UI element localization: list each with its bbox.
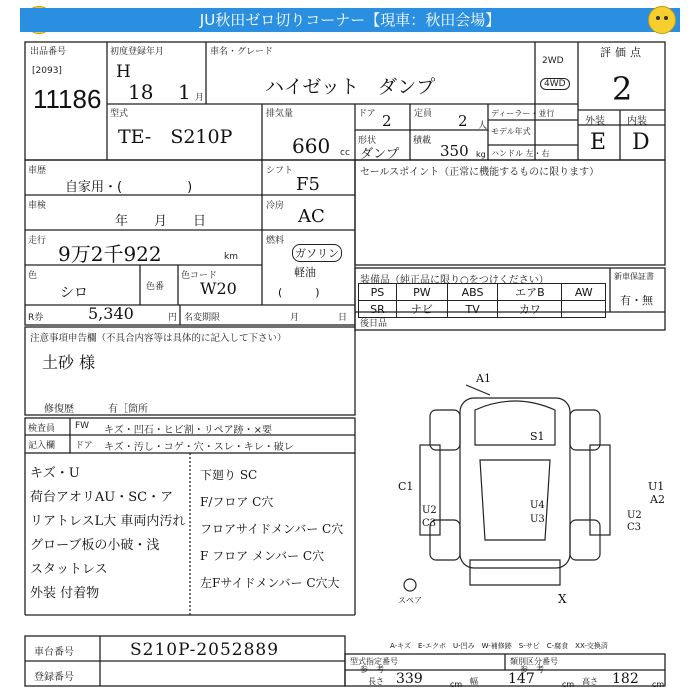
door-label: ドア xyxy=(358,109,376,119)
fuel-diesel: 軽油 xyxy=(294,266,316,279)
equipment-table xyxy=(358,283,606,318)
height-unit: cm xyxy=(652,680,665,689)
model-label: 型式 xyxy=(110,109,129,119)
reg-year-label: 初度登録年月 xyxy=(110,47,165,57)
diag-label-c3-left: C3 xyxy=(422,518,437,529)
sales-point-label: セールスポイント（正常に機能するものに限ります） xyxy=(360,167,600,178)
history-label: 車歴 xyxy=(28,166,47,176)
inspection-value: 年 月 日 xyxy=(115,214,207,229)
equip-tv: TV xyxy=(447,301,498,318)
inspection-label: 車検 xyxy=(28,201,47,211)
new-warranty-label: 新車保証書 xyxy=(614,272,654,281)
damage-legend: A-キズ E-エクボ U-凹み W-補修跡 S-サビ C-腐食 XX-交換済 xyxy=(390,642,608,650)
equipment-label: 装備品（純正品に限り○をつけください） xyxy=(360,275,549,286)
month-unit: 月 xyxy=(195,93,205,103)
notes-label: 注意事項申告欄（不具合内容等は具体的に記入して下さい） xyxy=(30,333,287,344)
lot-label: 出品番号 xyxy=(30,47,67,57)
length-label: 長さ xyxy=(368,677,384,686)
equip-ps: PS xyxy=(359,284,397,301)
equip-abs: ABS xyxy=(447,284,498,301)
capacity-value: 2 xyxy=(458,112,468,130)
page-header: JU秋田ゼロ切りコーナー【現車：秋田会場】 xyxy=(20,8,680,32)
type-cert-label: 型式指定番号 xyxy=(350,657,398,666)
car-diagram xyxy=(404,385,610,591)
capacity-label: 定員 xyxy=(414,109,433,119)
diag-label-u2-right: U2 xyxy=(627,510,642,521)
equip-sr: SR xyxy=(359,301,397,318)
car-name-label: 車名・グレード xyxy=(210,47,274,57)
exterior-grade: E xyxy=(590,130,607,155)
comments-left xyxy=(30,462,185,606)
rating-value: 2 xyxy=(612,70,633,108)
width-label: 幅 xyxy=(470,677,478,686)
name-change-day: 日 xyxy=(338,313,348,323)
mileage-value: 9万2千922 xyxy=(58,242,162,266)
interior-grade: D xyxy=(632,130,650,155)
inspect-line-2: キズ・汚し・コゲ・穴・スレ・キレ・破レ xyxy=(104,442,294,453)
comment-right-3: フロアサイドメンバー C穴 xyxy=(200,522,344,536)
comment-right-2: F/フロア C穴 xyxy=(200,495,274,509)
recycle-label: R券 xyxy=(28,313,44,323)
equip-aw: AW xyxy=(562,284,606,301)
height-value: 182 xyxy=(612,671,639,687)
diag-label-c3-right: C3 xyxy=(627,522,642,533)
comment-left-6: 外装 付着物 xyxy=(30,586,100,601)
chassis-label: 車台番号 xyxy=(34,647,74,658)
body-value: ダンプ xyxy=(360,147,400,162)
comment-left-4: グローブ板の小破・浅 xyxy=(30,538,160,553)
category-ref: 参 考 xyxy=(520,665,544,674)
diag-label-a2: A2 xyxy=(650,493,665,506)
drive-4wd: 4WD xyxy=(540,78,570,90)
name-change-month: 月 xyxy=(290,313,300,323)
after-items-label: 後日品 xyxy=(360,319,388,329)
diag-label-x: X xyxy=(558,592,567,606)
inspector-entry-label: 記入欄 xyxy=(28,441,56,451)
inspector-label: 検査員 xyxy=(28,424,56,434)
width-unit: cm xyxy=(562,680,575,689)
category-label: 類別区分番号 xyxy=(510,657,558,666)
warranty-value: 有・無 xyxy=(620,294,653,307)
recycle-value: 5,340 xyxy=(88,304,134,323)
km-unit: km xyxy=(224,252,238,262)
comments-right xyxy=(200,462,343,597)
equip-blank xyxy=(562,301,606,318)
diag-label-u2-left: U2 xyxy=(422,505,437,516)
comment-left-2: 荷台アオリAU・SC・ア xyxy=(30,490,174,505)
reg-year: 18 xyxy=(128,80,154,104)
drive-2wd: 2WD xyxy=(542,56,564,66)
kg-unit: kg xyxy=(476,150,486,159)
comment-left-1: キズ・U xyxy=(30,466,80,481)
inspect-line-1: キズ・凹石・ヒビ割・リペア跡・×要 xyxy=(104,425,272,436)
length-value: 339 xyxy=(396,671,423,687)
color-no-label: 色番 xyxy=(146,282,165,292)
diag-label-a1: A1 xyxy=(476,372,491,385)
type-cert-ref: 参 考 xyxy=(360,665,384,674)
fuel-other: ( ) xyxy=(278,286,320,299)
repair-label: 修復歴 xyxy=(44,404,74,415)
mileage-label: 走行 xyxy=(28,236,47,246)
reg-era: H xyxy=(116,62,131,82)
reg-number-label: 登録番号 xyxy=(34,672,74,683)
load-value: 350 xyxy=(440,142,469,160)
history-value: 自家用・( ) xyxy=(65,180,193,195)
diag-label-u1: U1 xyxy=(648,480,665,493)
height-label: 高さ xyxy=(582,677,598,686)
chassis-number: S210P-2052889 xyxy=(130,640,280,660)
ac-label: 冷房 xyxy=(266,201,285,211)
diag-label-u4: U4 xyxy=(530,500,545,511)
equip-leather: カワ xyxy=(498,301,562,318)
fuel-gasoline: ガソリン xyxy=(292,244,342,262)
yen-unit: 円 xyxy=(168,313,178,323)
color-code-label: 色コード xyxy=(181,271,218,281)
comment-left-5: スタットレス xyxy=(30,562,108,577)
lot-small: [2093] xyxy=(32,66,62,76)
comment-right-1: 下廻り SC xyxy=(200,468,258,482)
shift-label: シフト xyxy=(266,166,294,176)
width-value: 147 xyxy=(508,671,535,687)
ac-value: AC xyxy=(298,206,325,227)
color-value: シロ xyxy=(60,285,88,301)
model-year-label: モデル年式 xyxy=(491,127,531,136)
equipment-row-2 xyxy=(359,301,606,318)
lot-number: 11186 xyxy=(33,84,102,114)
door-value: 2 xyxy=(382,112,392,130)
reg-month: 1 xyxy=(178,80,191,104)
person-unit: 人 xyxy=(478,121,488,131)
equipment-row-1 xyxy=(359,284,606,301)
fw-label: FW xyxy=(75,421,90,431)
fuel-label: 燃料 xyxy=(266,236,285,246)
fw2-label: ドア xyxy=(75,441,93,451)
diag-label-u3: U3 xyxy=(530,514,545,525)
comment-left-3: リアトレスL大 車両内汚れ xyxy=(30,514,186,529)
load-label: 積載 xyxy=(413,136,432,146)
exterior-label: 外装 xyxy=(585,116,605,127)
repair-value: 有［箇所 xyxy=(108,404,148,415)
diag-label-s1: S1 xyxy=(530,430,545,443)
cc-unit: cc xyxy=(340,148,350,158)
color-code-value: W20 xyxy=(200,279,237,298)
length-unit: cm xyxy=(450,680,463,689)
color-label: 色 xyxy=(28,271,38,281)
equip-navi: ナビ xyxy=(396,301,447,318)
handle-label: ハンドル 左・右 xyxy=(491,149,550,158)
body-label: 形状 xyxy=(358,136,377,146)
notes-text: 土砂 様 xyxy=(42,353,96,372)
spare-label: スペア xyxy=(398,596,422,605)
equip-airbag: エアB xyxy=(498,284,562,301)
car-name: ハイゼット ダンプ xyxy=(265,76,436,98)
displacement-value: 660 xyxy=(292,134,331,158)
name-change-label: 名変期限 xyxy=(184,313,221,323)
shift-value: F5 xyxy=(296,174,320,195)
comment-right-4: F フロア メンバー C穴 xyxy=(200,549,325,563)
diag-label-c1: C1 xyxy=(398,480,414,493)
comment-right-5: 左Fサイドメンバー C穴大 xyxy=(200,576,340,590)
interior-label: 内装 xyxy=(627,116,647,127)
dealer-label: ディーラー・並行 xyxy=(491,109,555,118)
displacement-label: 排気量 xyxy=(266,109,294,119)
model-value: TE- S210P xyxy=(118,126,233,148)
rating-label: 評価点 xyxy=(600,46,645,59)
equip-pw: PW xyxy=(396,284,447,301)
